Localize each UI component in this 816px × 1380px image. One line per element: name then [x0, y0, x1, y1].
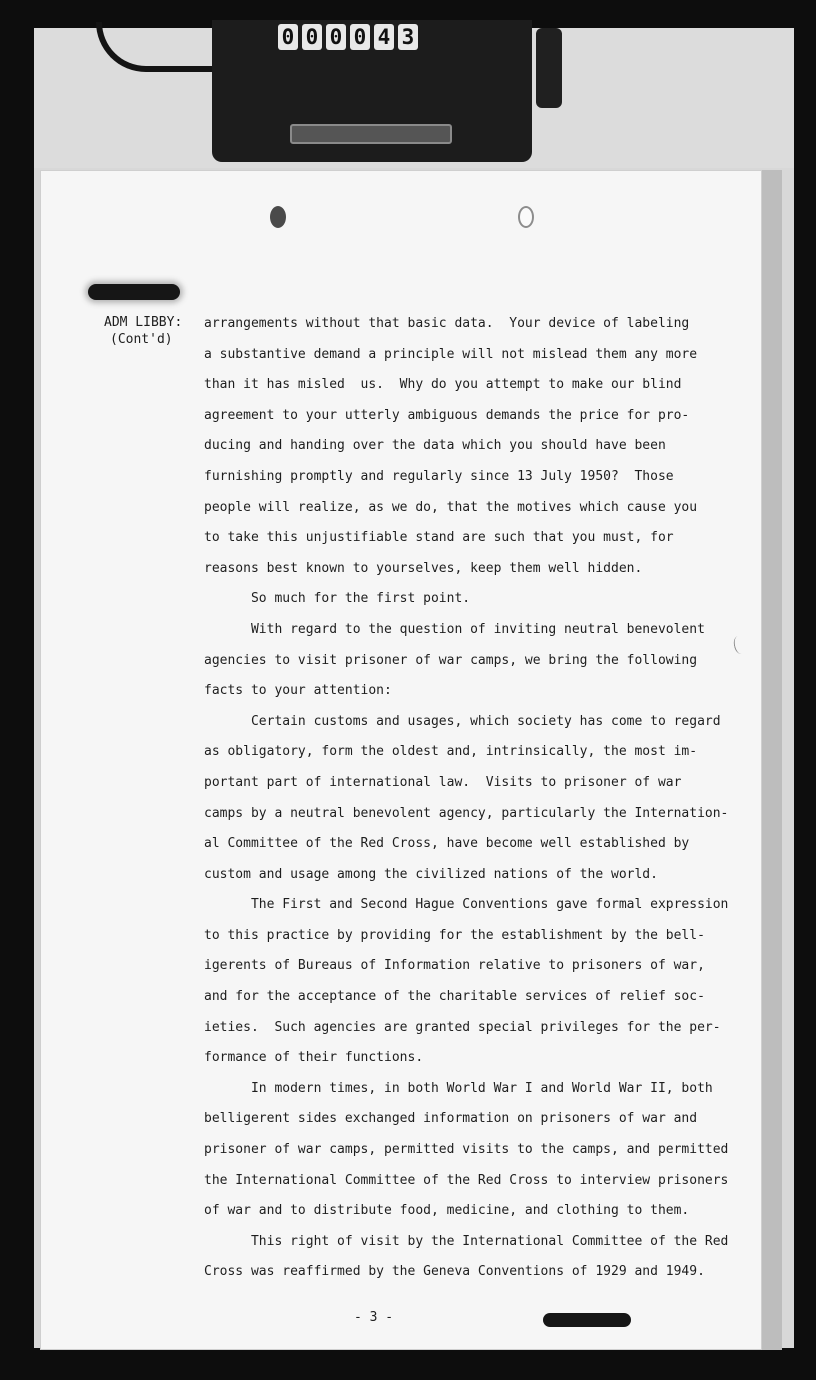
text-line: facts to your attention:	[204, 683, 392, 699]
text-line: The First and Second Hague Conventions gave formal expression	[204, 897, 729, 913]
punch-hole-right	[518, 206, 534, 228]
counter-digit: 3	[398, 24, 418, 50]
text-line: agencies to visit prisoner of war camps, we bring the following	[204, 652, 698, 668]
counter-digit: 4	[374, 24, 394, 50]
counter-knob	[536, 28, 562, 108]
speaker-label	[104, 314, 182, 348]
text-line: Certain customs and usages, which society has come to regard	[204, 713, 721, 729]
text-line: to take this unjustifiable stand are such that you must, for	[204, 530, 674, 546]
redaction-bar-top	[88, 284, 180, 300]
redaction-bar-bottom	[543, 1313, 631, 1327]
counter-slot	[290, 124, 452, 144]
text-line: With regard to the question of inviting neutral benevolent	[204, 621, 705, 637]
text-line: a substantive demand a principle will not mislead them any more	[204, 346, 698, 362]
text-line: than it has misled us. Why do you attempt to make our blind	[204, 377, 682, 393]
text-line: of war and to distribute food, medicine, and clothing to them.	[204, 1203, 690, 1219]
text-line: igerents of Bureaus of Information relative to prisoners of war,	[204, 958, 705, 974]
frame-counter	[212, 20, 532, 162]
page-edge-shadow	[762, 170, 782, 1350]
text-line: This right of visit by the International Committee of the Red	[204, 1233, 729, 1249]
text-line: to this practice by providing for the establishment by the bell-	[204, 927, 705, 943]
text-line: So much for the first point.	[204, 591, 471, 607]
text-line: reasons best known to yourselves, keep them well hidden.	[204, 560, 643, 576]
text-line: custom and usage among the civilized nations of the world.	[204, 866, 658, 882]
counter-digit: 0	[326, 24, 346, 50]
text-line: In modern times, in both World War I and World War II, both	[204, 1080, 713, 1096]
text-line: as obligatory, form the oldest and, intrinsically, the most im-	[204, 744, 698, 760]
text-line: ieties. Such agencies are granted special privileges for the per-	[204, 1019, 721, 1035]
speaker-name: ADM LIBBY:	[104, 315, 183, 330]
document-body	[204, 309, 729, 1288]
text-line: formance of their functions.	[204, 1050, 424, 1066]
counter-digits	[278, 24, 418, 50]
text-line: the International Committee of the Red Cross to interview prisoners	[204, 1172, 729, 1188]
punch-hole-left	[270, 206, 286, 228]
text-line: furnishing promptly and regularly since 13 July 1950? Those	[204, 468, 674, 484]
text-line: arrangements without that basic data. Your device of labeling	[204, 316, 690, 331]
text-line: camps by a neutral benevolent agency, particularly the Internation-	[204, 805, 729, 821]
text-line: al Committee of the Red Cross, have become well established by	[204, 836, 690, 852]
text-line: prisoner of war camps, permitted visits to the camps, and permitted	[204, 1142, 729, 1158]
counter-digit: 0	[350, 24, 370, 50]
text-line: people will realize, as we do, that the motives which cause you	[204, 499, 698, 515]
text-line: portant part of international law. Visits to prisoner of war	[204, 774, 682, 790]
text-line: Cross was reaffirmed by the Geneva Conventions of 1929 and 1949.	[204, 1264, 705, 1280]
text-line: and for the acceptance of the charitable services of relief soc-	[204, 989, 705, 1005]
text-line: ducing and handing over the data which you should have been	[204, 438, 666, 454]
counter-digit: 0	[278, 24, 298, 50]
text-line: agreement to your utterly ambiguous demands the price for pro-	[204, 407, 690, 423]
page-number: - 3 -	[354, 1310, 394, 1325]
text-line: belligerent sides exchanged information on prisoners of war and	[204, 1111, 698, 1127]
speaker-continued-note: (Cont'd)	[110, 332, 173, 347]
counter-digit: 0	[302, 24, 322, 50]
